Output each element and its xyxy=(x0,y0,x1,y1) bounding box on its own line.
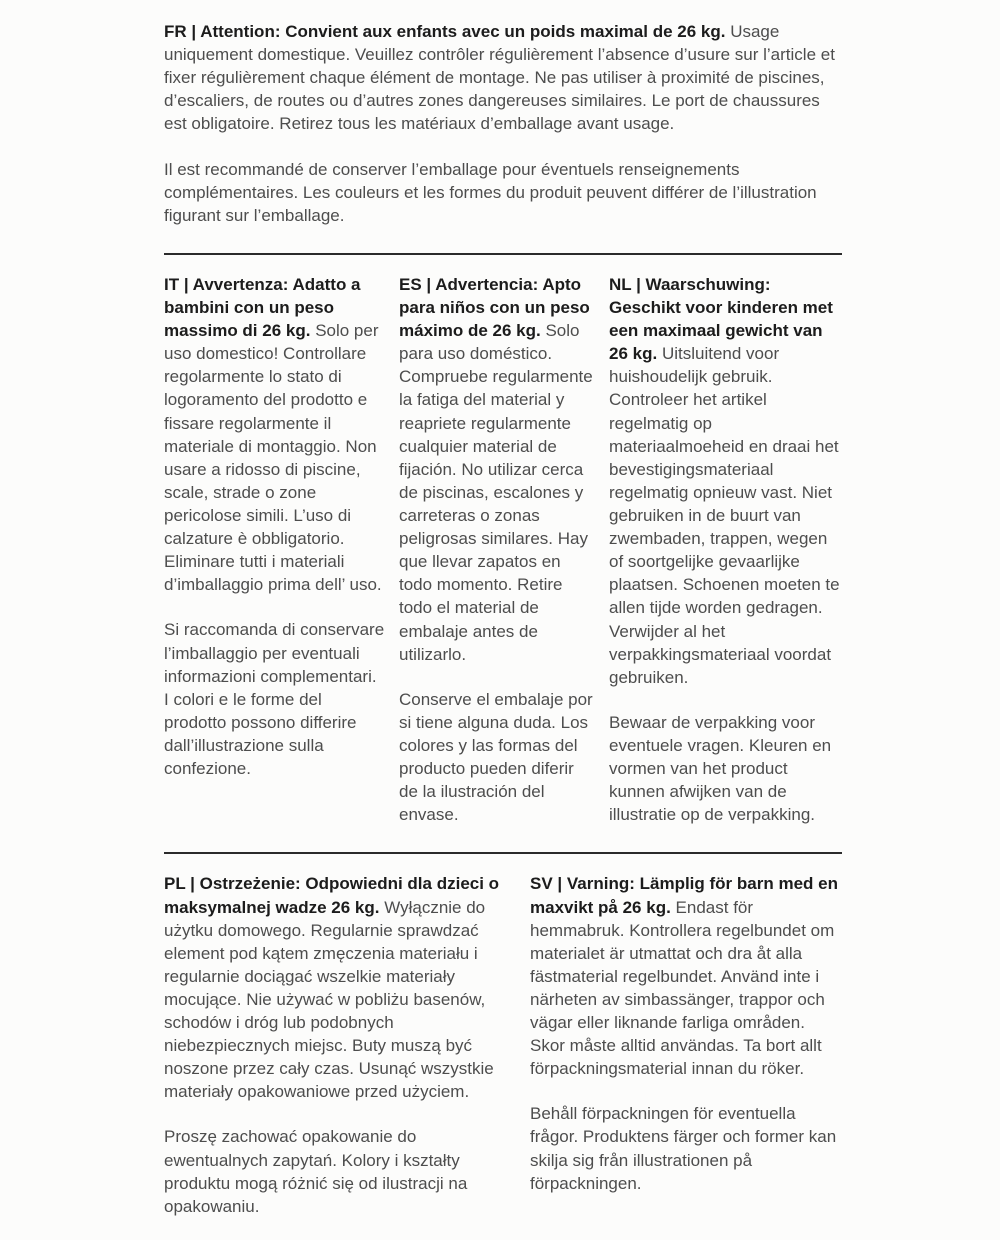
warnings-row-1 xyxy=(164,273,842,849)
es-warning-body: Solo para uso doméstico. Compruebe regularmente la fatiga del material y reapriete regularmente cualquier material de fijación. No utilizar cerca de piscinas, escalones y carreteras o zonas peligrosas similares. Hay que llevar zapatos en todo momento. Retire todo el material de embalaje antes de utilizarlo. xyxy=(399,321,593,664)
pl-warning-column xyxy=(164,872,504,1240)
es-warning-paragraph-2: Conserve el embalaje por si tiene alguna duda. Los colores y las formas del producto pueden diferir de la ilustración del envase. xyxy=(399,689,593,825)
sv-warning-body: Endast för hemmabruk. Kontrollera regelbundet om materialet är utmattat och dra åt alla fästmaterial regelbundet. Använd inte i närheten av simbassänger, trappor och vägar eller liknande farliga områden. Skor måste alltid användas. Ta bort allt förpackningsmaterial innan du röker. xyxy=(530,897,835,1079)
section-divider-2 xyxy=(164,852,842,854)
es-warning-paragraph-1 xyxy=(399,273,595,666)
pl-warning-paragraph-2: Proszę zachować opakowanie do ewentualnych zapytań. Kolory i kształty produktu mogą różnić się od ilustracji na opakowaniu. xyxy=(164,1127,468,1216)
it-warning-lead: IT | Avvertenza: Adatto a bambini con un peso massimo di 26 kg. xyxy=(164,274,361,341)
nl-warning-body: Uitsluitend voor huishoudelijk gebruik. Controleer het artikel regelmatig op materiaalmoeheid en draai het bevestigingsmateriaal regelmatig opnieuw vast. Niet gebruiken in de buurt van zwembaden, trappen, wegen of soortgelijke gevaarlijke plaatsen. Schoenen moeten te allen tijde worden gedragen. Verwijder al het verpakkingsmateriaal voordat gebruiken. xyxy=(609,344,840,687)
es-warning-column xyxy=(399,273,595,849)
fr-warning-paragraph-1 xyxy=(164,20,842,136)
sv-warning-column xyxy=(530,872,842,1240)
it-warning-column xyxy=(164,273,385,849)
nl-warning-lead: NL | Waarschuwing: Geschikt voor kinderen met een maximaal gewicht van 26 kg. xyxy=(609,274,833,364)
warnings-row-2 xyxy=(164,872,842,1240)
sv-warning-paragraph-2: Behåll förpackningen för eventuella frågor. Produktens färger och former kan skilja sig från illustrationen på förpackningen. xyxy=(530,1104,837,1193)
es-warning-lead: ES | Advertencia: Apto para niños con un peso máximo de 26 kg. xyxy=(399,274,590,341)
pl-warning-lead: PL | Ostrzeżenie: Odpowiedni dla dzieci o maksymalnej wadze 26 kg. xyxy=(164,874,500,917)
nl-warning-paragraph-1 xyxy=(609,273,842,689)
fr-warning-lead: FR | Attention: Convient aux enfants avec un poids maximal de 26 kg. xyxy=(164,22,726,41)
it-warning-paragraph-1 xyxy=(164,273,385,597)
pl-warning-paragraph-1 xyxy=(164,872,504,1103)
it-warning-paragraph-2: Si raccomanda di conservare l’imballaggio per eventuali informazioni complementari. I colori e le forme del prodotto possono differire dall’illustrazione sulla confezione. xyxy=(164,620,385,779)
sv-warning-lead: SV | Varning: Lämplig för barn med en maxvikt på 26 kg. xyxy=(530,874,838,917)
nl-warning-paragraph-2: Bewaar de verpakking voor eventuele vragen. Kleuren en vormen van het product kunnen afwijken van de illustratie op de verpakking. xyxy=(609,712,832,825)
fr-warning-body: Usage uniquement domestique. Veuillez contrôler régulièrement l’absence d’usure sur l’article et fixer régulièrement chaque élément de montage. Ne pas utiliser à proximité de piscines, d’escaliers, de routes ou d’autres zones dangereuses similaires. Le port de chaussures est obligatoire. Retirez tous les matériaux d’emballage avant usage. xyxy=(164,22,835,134)
section-divider-1 xyxy=(164,253,842,255)
pl-warning-body: Wyłącznie do użytku domowego. Regularnie sprawdzać element pod kątem zmęczenia materiału i regularnie dociągać wszelkie materiały mocujące. Nie używać w pobliżu basenów, schodów i dróg lub podobnych niebezpiecznych miejsc. Buty muszą być noszone przez cały czas. Usunąć wszystkie materiały opakowaniowe przed użyciem. xyxy=(164,897,494,1102)
fr-warning-paragraph-2: Il est recommandé de conserver l’emballage pour éventuels renseignements complémentaires. Les couleurs et les formes du produit peuvent différer de l’illustration figurant sur l’emballage. xyxy=(164,159,817,225)
fr-warning-section xyxy=(164,20,842,227)
it-warning-body: Solo per uso domestico! Controllare regolarmente lo stato di logoramento del prodotto e fissare regolarmente il materiale di montaggio. Non usare a ridosso di piscine, scale, strade o zone pericolose simili. L’uso di calzature è obbligatorio. Eliminare tutti i materiali d’imballaggio prima dell’ uso. xyxy=(164,321,382,595)
sv-warning-paragraph-1 xyxy=(530,872,842,1080)
nl-warning-column xyxy=(609,273,842,849)
warning-sheet xyxy=(164,0,842,1240)
